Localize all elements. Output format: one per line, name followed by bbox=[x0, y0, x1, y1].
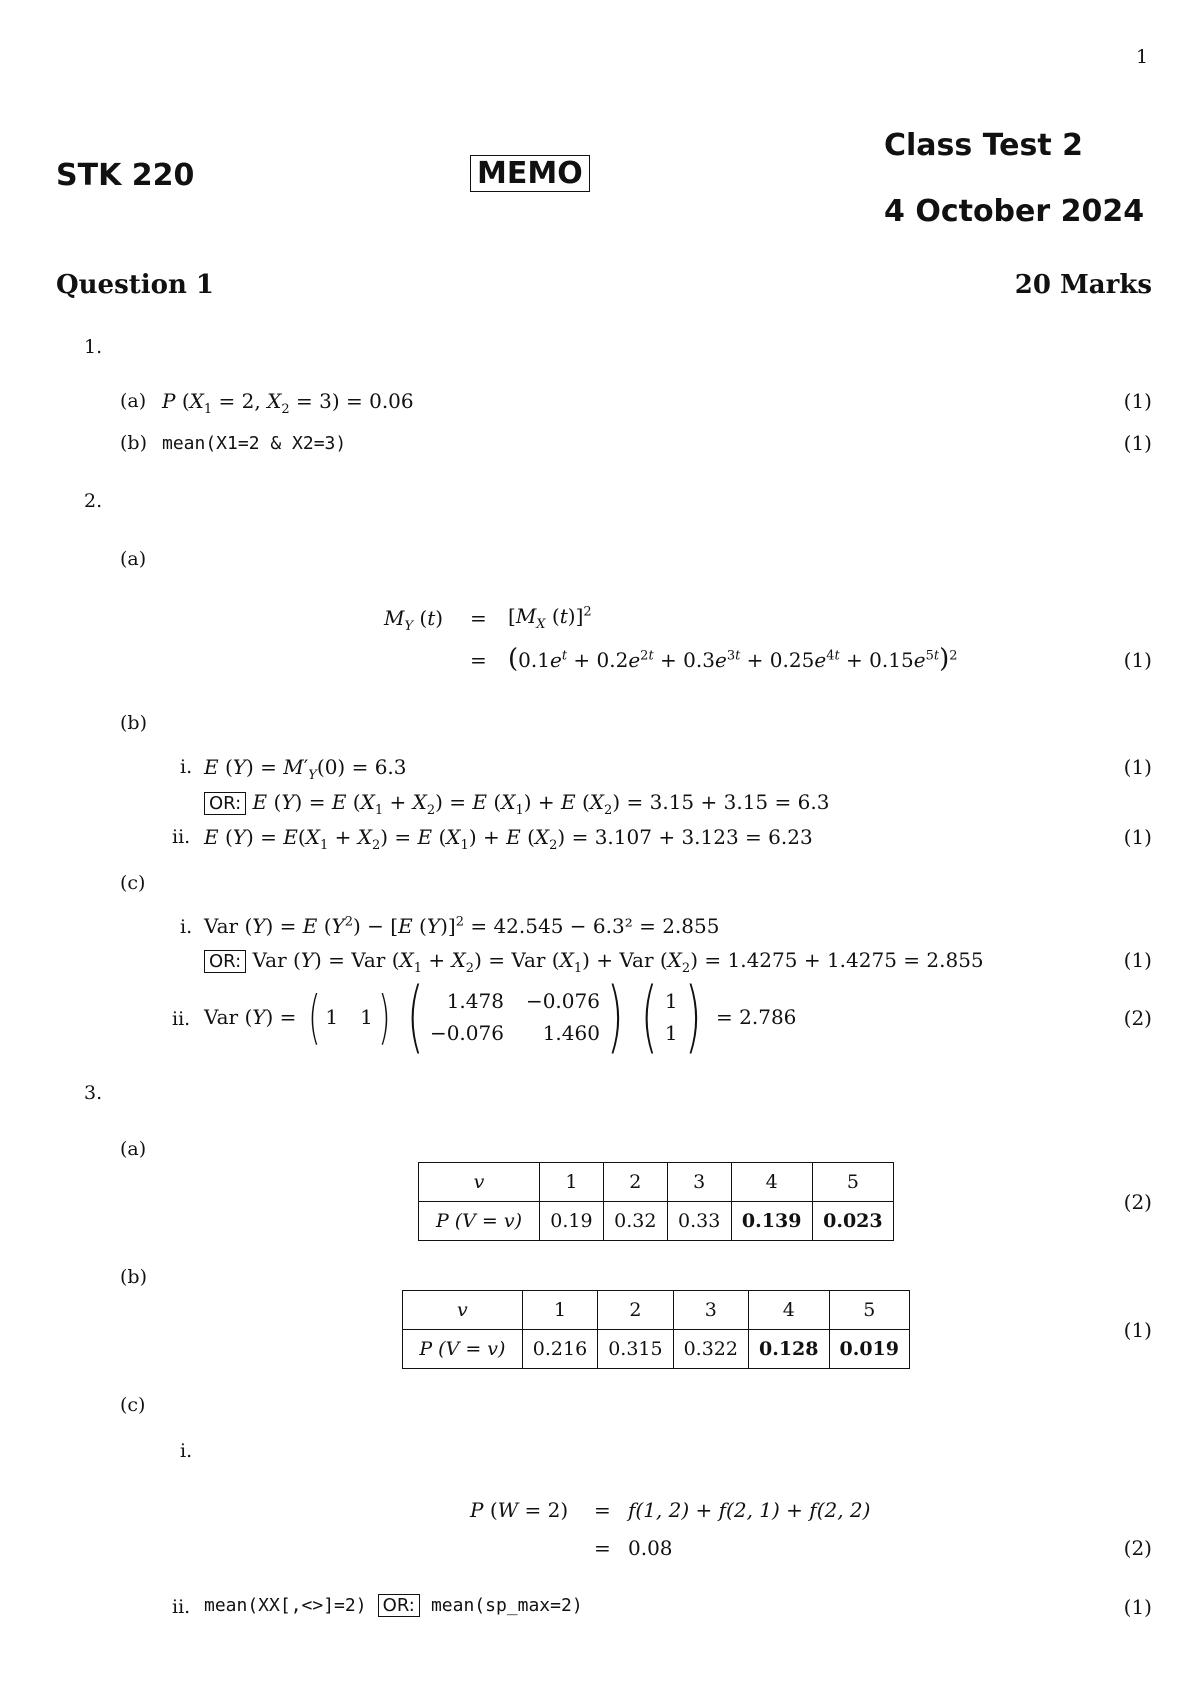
prob-line-1-lhs: P (W = 2) bbox=[470, 1498, 569, 1522]
matrix-m11: 1.478 bbox=[446, 989, 504, 1013]
item-2cii-answer: Var (Y) = ( 1 1 ) ( 1.478 −0.076 −0.076 1.460 ) ( 1 1 ) = 2.786 bbox=[204, 972, 797, 1062]
item-3c-label: (c) bbox=[120, 1394, 146, 1416]
or-box-2: OR: bbox=[204, 950, 246, 973]
mgf-line-1-eq: = bbox=[470, 606, 487, 630]
covariance-matrix: ( 1.478 −0.076 −0.076 1.460 ) bbox=[406, 972, 624, 1062]
table-3b-h4: 4 bbox=[749, 1291, 830, 1330]
item-2ci-label: i. bbox=[180, 916, 193, 938]
table-3a-v4: 0.139 bbox=[731, 1202, 812, 1241]
item-2bii-label: ii. bbox=[172, 826, 191, 848]
table-3b-h1: 1 bbox=[522, 1291, 597, 1330]
item-3cii-code-1: mean(XX[,<>]=2) bbox=[204, 1595, 367, 1616]
table-3a-h1: 1 bbox=[540, 1163, 604, 1202]
item-1-number: 1. bbox=[84, 336, 103, 358]
col-vector-1: 1 bbox=[664, 989, 678, 1013]
item-2bi-or-value: = 3.15 + 3.15 = 6.3 bbox=[626, 790, 830, 814]
item-2bii-mark: (1) bbox=[1123, 825, 1152, 849]
mgf-line-1-rhs: [$M_X$ (t)]$^2$ bbox=[508, 604, 592, 632]
table-3a-h3: 3 bbox=[667, 1163, 731, 1202]
item-3cii-code-2: mean(sp_max=2) bbox=[430, 1595, 583, 1616]
test-title: Class Test 2 bbox=[884, 128, 1084, 163]
item-2bi-label: i. bbox=[180, 756, 193, 778]
item-2ci-value: = 42.545 − 6.3² = 2.855 bbox=[470, 914, 720, 938]
item-2cii-label: ii. bbox=[172, 1008, 191, 1030]
table-3b-h0: v bbox=[457, 1299, 468, 1321]
item-2cii-mark: (2) bbox=[1123, 1006, 1152, 1030]
item-3cii-mark: (1) bbox=[1123, 1595, 1152, 1619]
table-3b-v4: 0.128 bbox=[749, 1330, 830, 1369]
item-2ci-or-value: = 1.4275 + 1.4275 = 2.855 bbox=[704, 948, 984, 972]
table-3b-v3: 0.322 bbox=[673, 1330, 748, 1369]
table-3b-h3: 3 bbox=[673, 1291, 748, 1330]
row-vector-1: 1 bbox=[325, 1005, 339, 1029]
table-3a-h2: 2 bbox=[603, 1163, 667, 1202]
item-3cii-answer bbox=[204, 1595, 583, 1616]
item-2bi-answer: E $(Y) = M'_Y(0) = 6.3$ bbox=[204, 755, 407, 783]
table-3b-h5: 5 bbox=[829, 1291, 910, 1330]
item-3cii-label: ii. bbox=[172, 1596, 191, 1618]
course-code: STK 220 bbox=[56, 158, 195, 193]
item-2bi-mark: (1) bbox=[1123, 755, 1152, 779]
table-3a-h5: 5 bbox=[812, 1163, 893, 1202]
item-2cii-value: = 2.786 bbox=[716, 1005, 797, 1029]
item-2a-label: (a) bbox=[120, 548, 147, 570]
question-marks: 20 Marks bbox=[1014, 270, 1152, 300]
table-3a-v2: 0.32 bbox=[603, 1202, 667, 1241]
matrix-m22: 1.460 bbox=[542, 1021, 600, 1045]
item-1a-value: = 3) = 0.06 bbox=[295, 389, 414, 413]
item-1b-code: mean(X1=2 & X2=3) bbox=[162, 433, 347, 454]
table-3a-header-row bbox=[419, 1163, 894, 1202]
table-3b-row-label: P (V = v) bbox=[403, 1330, 523, 1369]
table-3a-v3: 0.33 bbox=[667, 1202, 731, 1241]
table-3a-row-label: P (V = v) bbox=[419, 1202, 540, 1241]
matrix-m21: −0.076 bbox=[429, 1021, 504, 1045]
memo-label: MEMO bbox=[470, 155, 590, 192]
item-1b-mark: (1) bbox=[1123, 431, 1152, 455]
table-3b-v5: 0.019 bbox=[829, 1330, 910, 1369]
test-date: 4 October 2024 bbox=[884, 194, 1145, 229]
item-2a-mark: (1) bbox=[1123, 648, 1152, 672]
item-1b-label: (b) bbox=[120, 432, 147, 454]
prob-line-1-eq: = bbox=[594, 1498, 611, 1522]
table-3b bbox=[402, 1290, 910, 1369]
item-2b-label: (b) bbox=[120, 712, 147, 734]
table-3b-header-row bbox=[403, 1291, 910, 1330]
mgf-line-1-lhs: $M_Y$ (t) bbox=[384, 606, 444, 634]
item-3b-label: (b) bbox=[120, 1266, 147, 1288]
matrix-m12: −0.076 bbox=[525, 989, 600, 1013]
mgf-line-2-eq: = bbox=[470, 648, 487, 672]
table-3b-value-row bbox=[403, 1330, 910, 1369]
prob-line-1-rhs: f(1, 2) + f(2, 1) + f(2, 2) bbox=[628, 1498, 871, 1522]
item-3a-mark: (2) bbox=[1123, 1190, 1152, 1214]
table-3a-v1: 0.19 bbox=[540, 1202, 604, 1241]
item-2ci-mark: (1) bbox=[1123, 948, 1152, 972]
item-2bi-or-line: OR: E (Y) = E $(X_1 + X_2) = E$ $(X_1) + E$ $(X_2) = 3.15 + 3.15 = 6.3$ bbox=[204, 790, 829, 818]
memo-box bbox=[470, 156, 590, 191]
item-2-number: 2. bbox=[84, 490, 103, 512]
table-3a-value-row bbox=[419, 1202, 894, 1241]
item-1a-answer: P ($X_1 = 2$, $X_2 = 3) = 0.06$ bbox=[162, 389, 414, 417]
item-3-number: 3. bbox=[84, 1082, 103, 1104]
item-3a-label: (a) bbox=[120, 1138, 147, 1160]
item-1a-label: (a) bbox=[120, 390, 147, 412]
prob-line-2-eq: = bbox=[594, 1536, 611, 1560]
item-3b-mark: (1) bbox=[1123, 1318, 1152, 1342]
row-vector-2: 1 bbox=[360, 1005, 373, 1029]
item-2bii-answer: E $(Y) = E(X_1 + X_2) = E$ $(X_1) + E$ $(X_2) = 3.107 + 3.123 = 6.23$ bbox=[204, 825, 813, 853]
item-2c-label: (c) bbox=[120, 872, 146, 894]
table-3a-h0: v bbox=[473, 1171, 485, 1193]
or-box-3: OR: bbox=[378, 1594, 420, 1617]
table-3a-h4: 4 bbox=[731, 1163, 812, 1202]
or-box: OR: bbox=[204, 792, 246, 815]
table-3a bbox=[418, 1162, 894, 1241]
item-1a-rhs: = 2, bbox=[218, 389, 268, 413]
page-number: 1 bbox=[1136, 46, 1149, 68]
question-title: Question 1 bbox=[56, 270, 215, 300]
prob-line-2-rhs: 0.08 bbox=[628, 1536, 673, 1560]
row-vector: ( 1 1 ) bbox=[307, 983, 391, 1051]
table-3b-v2: 0.315 bbox=[598, 1330, 673, 1369]
item-3ci-label: i. bbox=[180, 1440, 193, 1462]
col-vector-2: 1 bbox=[664, 1021, 678, 1045]
mgf-line-2-rhs: $(0.1e^t + 0.2e^{2t} + 0.3e^{3t} + 0.25e^{4t} + 0.15e^{5t})^2$ bbox=[508, 644, 958, 674]
item-3ci-mark: (2) bbox=[1123, 1536, 1152, 1560]
item-2ci-answer: Var (Y) = E $(Y^2) - [E$ (Y)]$^2$ = 42.545 − 6.3² = 2.855 bbox=[204, 914, 720, 938]
item-2bi-value: = 6.3 bbox=[351, 755, 407, 779]
item-2ci-or-line: OR: Var (Y) = Var $(X_1 + X_2)$ = Var $(X_1)$ + Var $(X_2) = 1.4275 + 1.4275 = 2.855$ bbox=[204, 948, 984, 976]
item-1a-mark: (1) bbox=[1123, 389, 1152, 413]
table-3b-h2: 2 bbox=[598, 1291, 673, 1330]
column-vector: ( 1 1 ) bbox=[641, 972, 702, 1062]
table-3b-v1: 0.216 bbox=[522, 1330, 597, 1369]
item-2bii-value: = 3.107 + 3.123 = 6.23 bbox=[571, 825, 813, 849]
table-3a-v5: 0.023 bbox=[812, 1202, 893, 1241]
